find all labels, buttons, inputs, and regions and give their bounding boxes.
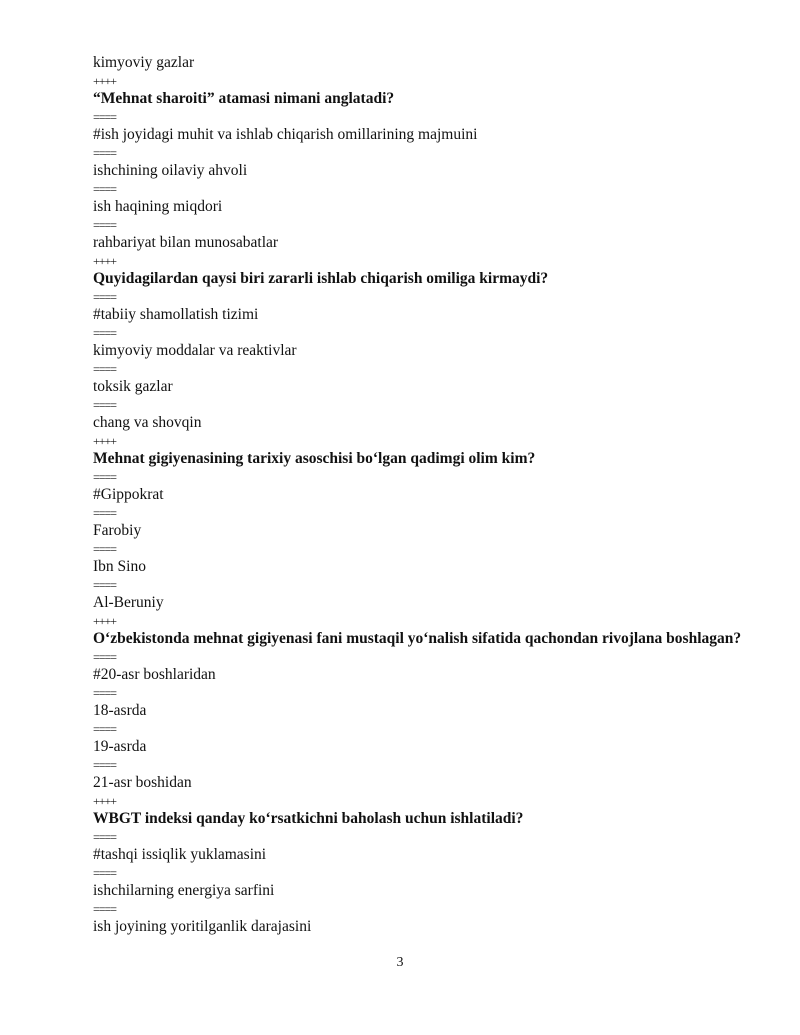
- separator-line: ====: [93, 506, 117, 520]
- question-text: O‘zbekistonda mehnat gigiyenasi fani mustaqil yo‘nalish sifatida qachondan rivojlana boshlagan?: [93, 630, 742, 647]
- question-text: “Mehnat sharoiti” atamasi nimani anglatadi?: [93, 90, 395, 107]
- separator-line: ====: [93, 686, 117, 700]
- answer-option: toksik gazlar: [93, 378, 173, 395]
- answer-option: 18-asrda: [93, 702, 147, 719]
- separator-line: ====: [93, 326, 117, 340]
- answer-option: 19-asrda: [93, 738, 147, 755]
- question-text: WBGT indeksi qanday ko‘rsatkichni baholash uchun ishlatiladi?: [93, 810, 524, 827]
- separator-line: ====: [93, 146, 117, 160]
- separator-line: ====: [93, 290, 117, 304]
- separator-line: ====: [93, 542, 117, 556]
- separator-line: ====: [93, 722, 117, 736]
- answer-option: ishchining oilaviy ahvoli: [93, 162, 248, 179]
- separator-line: ====: [93, 578, 117, 592]
- answer-option: 21-asr boshidan: [93, 774, 192, 791]
- separator-line: ++++: [93, 794, 117, 808]
- question-text: Quyidagilardan qaysi biri zararli ishlab chiqarish omiliga kirmaydi?: [93, 270, 549, 287]
- separator-line: ++++: [93, 434, 117, 448]
- separator-line: ++++: [93, 74, 117, 88]
- separator-line: ====: [93, 182, 117, 196]
- separator-line: ====: [93, 650, 117, 664]
- separator-line: ====: [93, 218, 117, 232]
- answer-option: #ish joyidagi muhit va ishlab chiqarish omillarining majmuini: [93, 126, 478, 143]
- answer-option: ish joyining yoritilganlik darajasini: [93, 918, 312, 935]
- answer-option: rahbariyat bilan munosabatlar: [93, 234, 279, 251]
- separator-line: ====: [93, 362, 117, 376]
- answer-option: chang va shovqin: [93, 414, 202, 431]
- answer-option: Farobiy: [93, 522, 142, 539]
- separator-line: ====: [93, 398, 117, 412]
- answer-option: kimyoviy moddalar va reaktivlar: [93, 342, 297, 359]
- question-text: Mehnat gigiyenasining tarixiy asoschisi bo‘lgan qadimgi olim kim?: [93, 450, 536, 467]
- separator-line: ====: [93, 902, 117, 916]
- separator-line: ====: [93, 866, 117, 880]
- answer-option: ishchilarning energiya sarfini: [93, 882, 275, 899]
- document-page: [93, 54, 773, 936]
- answer-option: #20-asr boshlaridan: [93, 666, 216, 683]
- separator-line: ====: [93, 830, 117, 844]
- page-number: 3: [396, 955, 404, 970]
- answer-option: #tabiiy shamollatish tizimi: [93, 306, 259, 323]
- separator-line: ====: [93, 110, 117, 124]
- answer-option: #tashqi issiqlik yuklamasini: [93, 846, 267, 863]
- answer-option: Al-Beruniy: [93, 594, 164, 611]
- separator-line: ====: [93, 758, 117, 772]
- separator-line: ====: [93, 470, 117, 484]
- answer-option: #Gippokrat: [93, 486, 164, 503]
- answer-option: ish haqining miqdori: [93, 198, 223, 215]
- answer-option: Ibn Sino: [93, 558, 146, 575]
- answer-option: kimyoviy gazlar: [93, 54, 195, 71]
- separator-line: ++++: [93, 254, 117, 268]
- separator-line: ++++: [93, 614, 117, 628]
